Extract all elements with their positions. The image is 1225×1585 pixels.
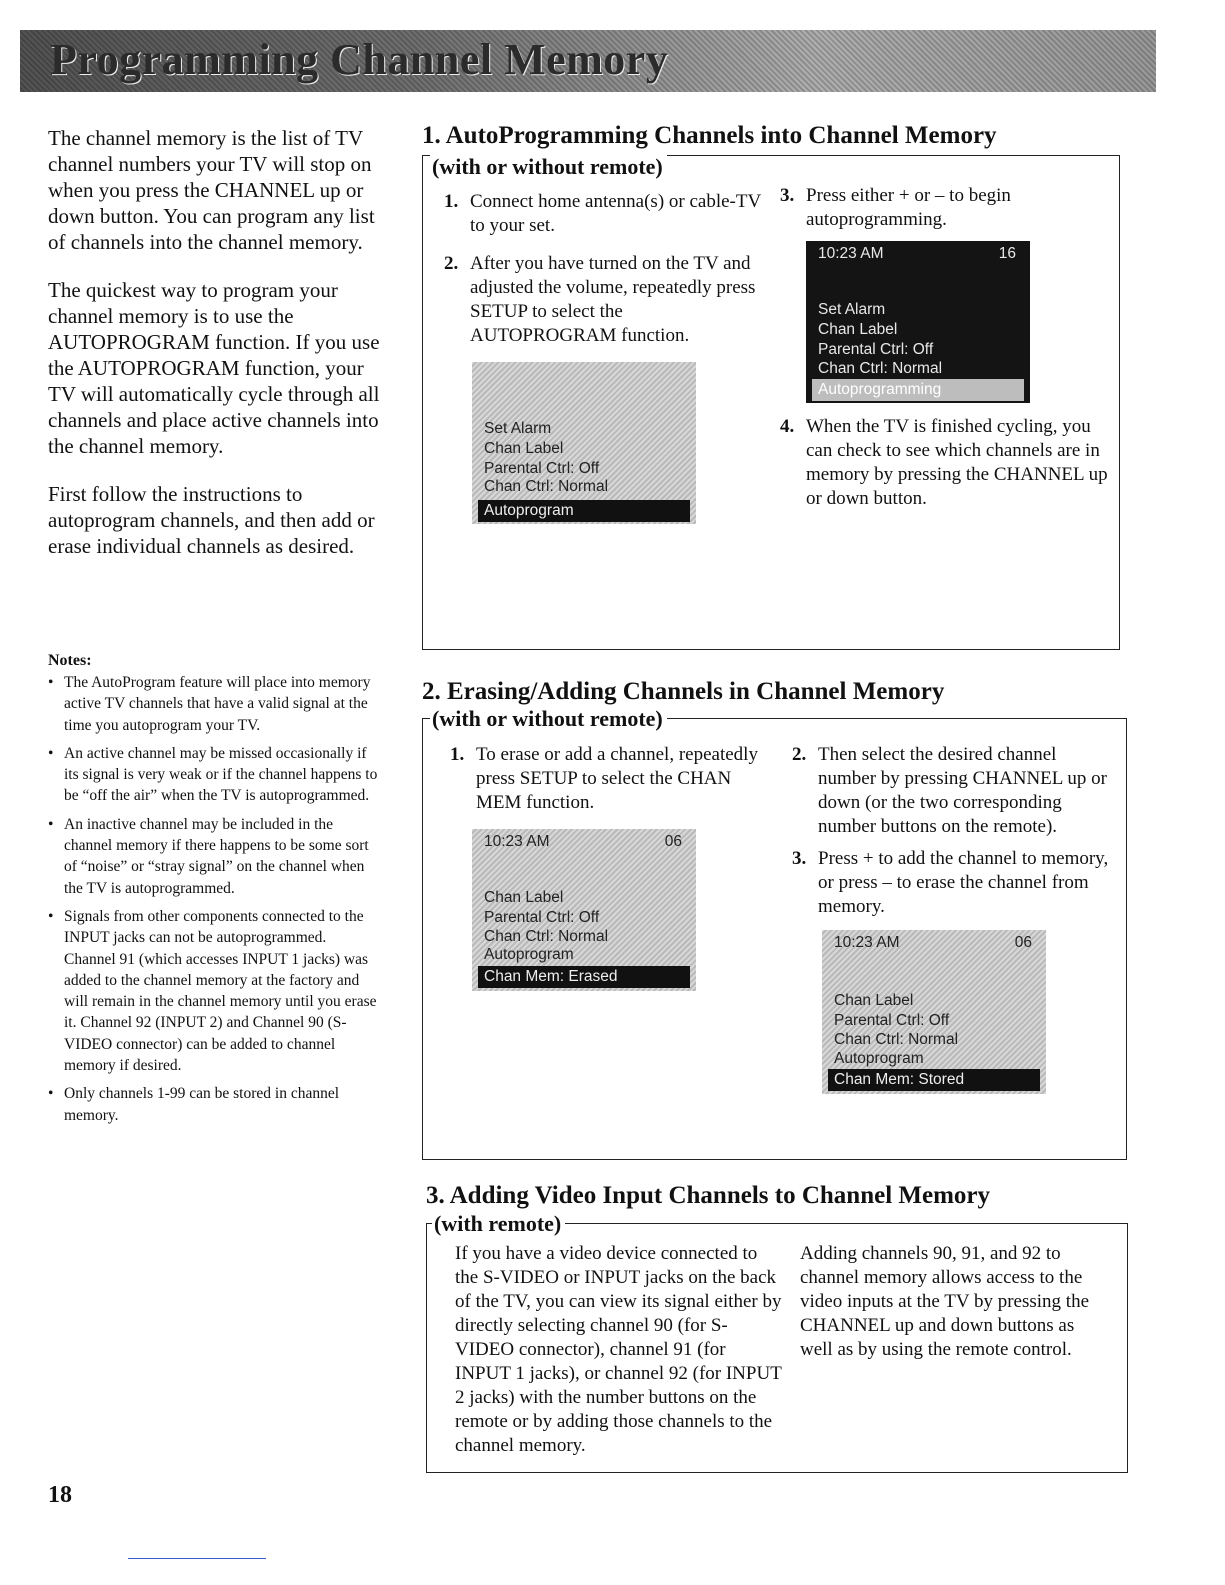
menu-row: Chan Label [818, 321, 898, 338]
intro-text [48, 125, 388, 581]
note-item: • Only channels 1-99 can be stored in channel memory. [48, 1083, 378, 1126]
intro-paragraph-1: The channel memory is the list of TV channel numbers your TV will stop on when you press the CHANNEL up or down button. You can program any list of channels into the channel memory. [48, 126, 375, 254]
menu-row: Chan Ctrl: Normal [818, 360, 943, 377]
menu-row: Autoprogram [834, 1050, 924, 1067]
section1-step-4: 4. When the TV is finished cycling, you can check to see which channels are in memory by pressing the CHANNEL up or down button. [780, 416, 1108, 509]
screen-time: 10:23 AM [818, 245, 884, 262]
screen-channel: 06 [664, 833, 682, 850]
menu-row: Set Alarm [484, 420, 552, 437]
menu-selected-row: Chan Mem: Stored [828, 1069, 1040, 1091]
page-title: Programming Channel Memory [50, 35, 669, 84]
section2-step-3: 3. Press + to add the channel to memory, or press – to erase the channel from memory. [792, 848, 1109, 917]
intro-paragraph-3: First follow the instructions to autoprogram channels, and then add or erase individual channels as desired. [48, 482, 375, 558]
note-item: • The AutoProgram feature will place into memory active TV channels that have a valid signal at the time you autoprogram your TV. [48, 672, 378, 736]
menu-row: Chan Ctrl: Normal [484, 928, 609, 945]
footer-rule [128, 1558, 266, 1559]
tv-menu-screen-chan-mem-stored [822, 930, 1046, 1094]
menu-row: Parental Ctrl: Off [484, 460, 600, 477]
tv-menu-screen-chan-mem-erased [472, 829, 696, 991]
menu-selected-row: Autoprogramming [812, 379, 1024, 401]
section1-subheading: (with or without remote) [430, 154, 667, 180]
menu-selected-row: Autoprogram [478, 500, 690, 522]
menu-row: Chan Ctrl: Normal [834, 1031, 959, 1048]
notes-list [48, 672, 378, 1133]
section2-step-2: 2. Then select the desired channel number by pressing CHANNEL up or down (or the two corresponding number buttons on the remote). [792, 744, 1108, 837]
section1-step-1: 1. Connect home antenna(s) or cable-TV to your set. [444, 191, 761, 236]
tv-menu-screen-autoprogramming [806, 241, 1030, 403]
intro-paragraph-2: The quickest way to program your channel memory is to use the AUTOPROGRAM function. If you use the AUTOPROGRAM function, your TV will automatically cycle through all channels and place active channels into the channel memory. [48, 278, 380, 458]
section3-subheading: (with remote) [432, 1211, 565, 1237]
menu-row: Autoprogram [484, 946, 574, 963]
menu-row: Parental Ctrl: Off [818, 341, 934, 358]
section2-step-1: 1. To erase or add a channel, repeatedly press SETUP to select the CHAN MEM function. [450, 744, 758, 813]
section3-column-2: Adding channels 90, 91, and 92 to channel memory allows access to the video inputs at the TV by pressing the CHANNEL up and down buttons as well as by using the remote control. [800, 1243, 1090, 1360]
menu-row: Set Alarm [818, 301, 886, 318]
section3-heading: 3. Adding Video Input Channels to Channel Memory [426, 1182, 991, 1209]
section2-subheading: (with or without remote) [430, 706, 667, 732]
menu-selected-row: Chan Mem: Erased [478, 966, 690, 988]
note-item: • An inactive channel may be included in the channel memory if there happens to be some sort of “noise” or “stray signal” on the channel when the TV is autoprogrammed. [48, 814, 378, 899]
tv-menu-screen-autoprogram [472, 362, 696, 524]
section1-step-3: 3. Press either + or – to begin autoprogramming. [780, 185, 1011, 230]
note-item: • An active channel may be missed occasionally if its signal is very weak or if the channel happens to be “off the air” when the TV is autoprogrammed. [48, 743, 378, 807]
notes-heading: Notes: [48, 652, 92, 669]
section2-heading: 2. Erasing/Adding Channels in Channel Memory [422, 678, 945, 705]
menu-row: Parental Ctrl: Off [834, 1012, 950, 1029]
menu-row: Parental Ctrl: Off [484, 909, 600, 926]
screen-time: 10:23 AM [834, 934, 900, 951]
section1-heading: 1. AutoProgramming Channels into Channel Memory [422, 122, 997, 149]
section3-column-1: If you have a video device connected to the S-VIDEO or INPUT jacks on the back of the TV, you can view its signal either by directly selecting channel 90 (for S-VIDEO connector), channel 91 (for INPUT 1 jacks), or channel 92 (for INPUT 2 jacks) with the number buttons on the remote or by adding those channels to the channel memory. [455, 1243, 782, 1456]
screen-time: 10:23 AM [484, 833, 550, 850]
page-number: 18 [48, 1482, 72, 1508]
note-item: • Signals from other components connected to the INPUT jacks can not be autoprogrammed. Channel 91 (which accesses INPUT 1 jacks) was added to the channel memory at the factory and will remain in the channel memory until you erase it. Channel 92 (INPUT 2) and Channel 90 (S-VIDEO connector) can be added to channel memory if desired. [48, 906, 378, 1076]
menu-row: Chan Ctrl: Normal [484, 478, 609, 495]
screen-channel: 16 [998, 245, 1016, 262]
menu-row: Chan Label [484, 440, 564, 457]
title-banner [20, 30, 1156, 92]
screen-channel: 06 [1014, 934, 1032, 951]
menu-row: Chan Label [484, 889, 564, 906]
section1-step-2: 2. After you have turned on the TV and adjusted the volume, repeatedly press SETUP to select the AUTOPROGRAM function. [444, 253, 756, 346]
menu-row: Chan Label [834, 992, 914, 1009]
